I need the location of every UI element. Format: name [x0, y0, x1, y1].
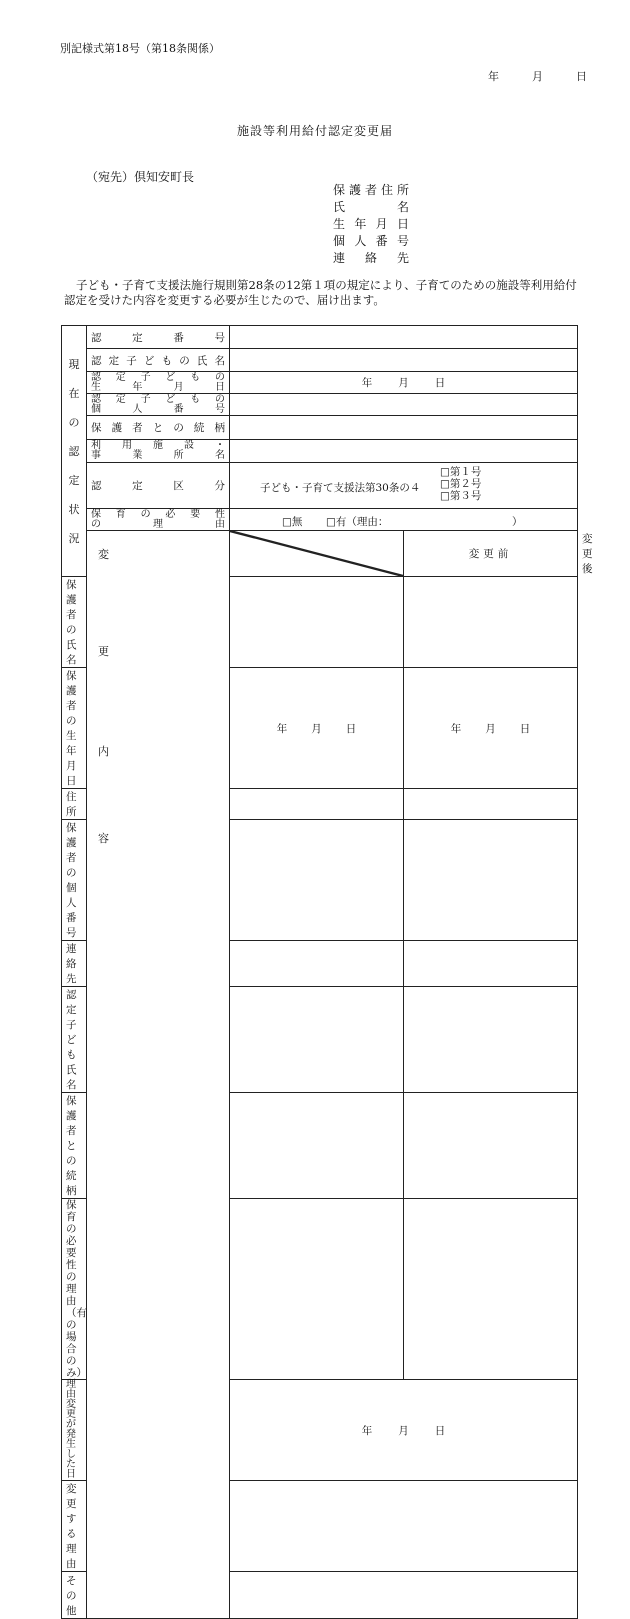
- day-label: 日: [576, 70, 587, 83]
- reason-label: 変更する理由: [62, 1481, 87, 1572]
- address-after[interactable]: [404, 789, 578, 820]
- document-title: 施設等利用給付認定変更届: [236, 124, 393, 138]
- necessity-yes-checkbox[interactable]: □有（理由：: [326, 516, 389, 528]
- change-date-field[interactable]: 年 月 日: [230, 1380, 578, 1481]
- guardian-name-before[interactable]: [230, 577, 404, 668]
- before-header: 変更前: [404, 531, 578, 577]
- guardian-id-label: 個人番号: [333, 234, 409, 248]
- necessity-reason-after[interactable]: [404, 1199, 578, 1380]
- necessity-close-paren: ）: [512, 516, 523, 528]
- guardian-birth-before[interactable]: 年 月 日: [230, 668, 404, 789]
- child-birth-field[interactable]: 年 月 日: [230, 372, 578, 394]
- guardian-birth-label: 生年月日: [333, 217, 409, 231]
- addressee: （宛先）倶知安町長: [86, 170, 195, 184]
- necessity-field: [230, 509, 578, 531]
- applicant-block: [333, 182, 409, 267]
- contact-before[interactable]: [230, 941, 404, 987]
- other-label: その他: [62, 1572, 87, 1619]
- category-law-text: 子ども・子育て支援法第30条の４: [260, 482, 421, 494]
- cert-number-label: 認定番号: [87, 326, 230, 349]
- category-option-1[interactable]: □第１号: [440, 466, 482, 478]
- guardian-birth-label: 保護者の生年月日: [62, 668, 87, 789]
- child-name-label: 認定子どもの氏名: [87, 349, 230, 372]
- guardian-id-after[interactable]: [404, 820, 578, 941]
- child-name-label: 認定子ども氏名: [62, 987, 87, 1093]
- category-field: [230, 463, 578, 509]
- relationship-label: 保護者との続柄: [62, 1093, 87, 1199]
- contact-label: 連絡先: [62, 941, 87, 987]
- relationship-before[interactable]: [230, 1093, 404, 1199]
- year-label: 年: [488, 70, 499, 83]
- category-label: 認定区分: [87, 463, 230, 509]
- change-date-label: 理由変更が 発生した日: [62, 1380, 87, 1481]
- diagonal-line: [230, 531, 403, 576]
- necessity-label: 保育の必要性 の理由: [87, 509, 230, 531]
- guardian-name-label: 氏名: [333, 200, 409, 214]
- necessity-reason-before[interactable]: [230, 1199, 404, 1380]
- child-birth-label: 認定子どもの 生年月日: [87, 372, 230, 394]
- child-id-label: 認定子どもの 個人番号: [87, 394, 230, 416]
- child-name-after[interactable]: [404, 987, 578, 1093]
- change-form-table: 現 在 の 認 定 状 況 認定番号 認定子どもの氏名 認定子どもの 生年月日 年 月 日 認定子どもの 個人番号 保護者との続柄 利用施設・ 事業所名 認定区分 子ども・子育て支援法第30条の４ □第１号 □第２号 □第３号 保育の必要性 の理由 □無 □有（理由： ） 変 更 内 容 変更前 変更後 保護者の氏名 保護者の生年月日 年 月 日 年 月 日 住所 保護者の個人番号 連絡先 認定子ども氏名 保護者との続柄 保育の必要性の理由 （有の場合のみ） 理由変更が 発生した日 年 月 日 変更する理由 その他: [61, 325, 578, 1619]
- contact-after[interactable]: [404, 941, 578, 987]
- guardian-id-before[interactable]: [230, 820, 404, 941]
- guardian-name-label: 保護者の氏名: [62, 577, 87, 668]
- month-label: 月: [532, 70, 543, 83]
- guardian-name-after[interactable]: [404, 577, 578, 668]
- header-diagonal-cell: [230, 531, 404, 577]
- guardian-id-label: 保護者の個人番号: [62, 820, 87, 941]
- category-option-2[interactable]: □第２号: [440, 478, 482, 490]
- address-label: 住所: [62, 789, 87, 820]
- guardian-birth-after[interactable]: 年 月 日: [404, 668, 578, 789]
- submission-date: [488, 68, 587, 84]
- change-details-side-label: 変 更 内 容: [87, 531, 230, 1619]
- guardian-address-label: 保護者住所: [333, 183, 409, 197]
- form-number: 別記様式第18号（第18条関係）: [60, 42, 220, 55]
- relationship-after[interactable]: [404, 1093, 578, 1199]
- declaration-text: 子ども・子育て支援法施行規則第28条の12第１項の規定により、子育てのための施設等利用給付認定を受けた内容を変更する必要が生じたので、届け出ます。: [64, 278, 577, 307]
- facility-field[interactable]: [230, 440, 578, 463]
- cert-number-field[interactable]: [230, 326, 578, 349]
- guardian-contact-label: 連絡先: [333, 251, 409, 265]
- facility-label: 利用施設・ 事業所名: [87, 440, 230, 463]
- category-option-3[interactable]: □第３号: [440, 490, 482, 502]
- relationship-label: 保護者との続柄: [87, 416, 230, 440]
- necessity-reason-label: 保育の必要性の理由 （有の場合のみ）: [62, 1199, 87, 1380]
- child-id-field[interactable]: [230, 394, 578, 416]
- address-before[interactable]: [230, 789, 404, 820]
- current-status-side-label: 現 在 の 認 定 状 況: [62, 326, 87, 577]
- reason-field[interactable]: [230, 1481, 578, 1572]
- relationship-field[interactable]: [230, 416, 578, 440]
- necessity-none-checkbox[interactable]: □無: [282, 516, 303, 528]
- other-field[interactable]: [230, 1572, 578, 1619]
- child-name-field[interactable]: [230, 349, 578, 372]
- child-name-before[interactable]: [230, 987, 404, 1093]
